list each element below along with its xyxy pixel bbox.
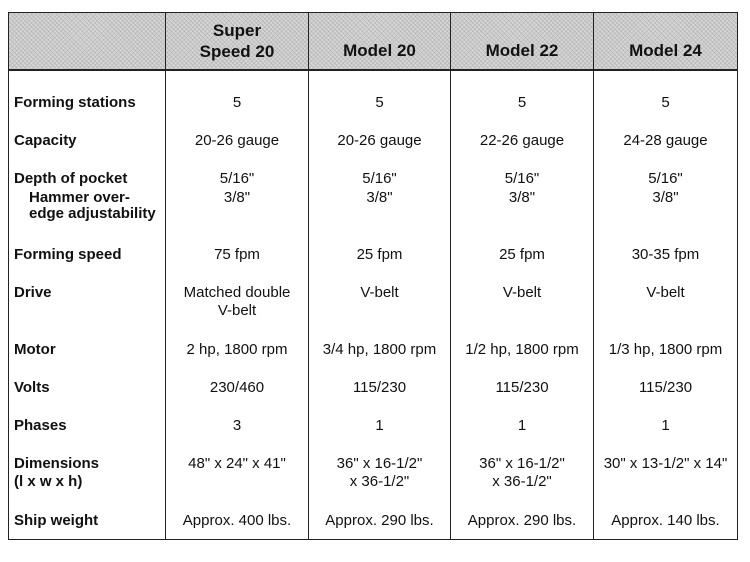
table-cell: 230/460 bbox=[209, 379, 265, 396]
row-label-forming-speed: Forming speed bbox=[14, 246, 122, 263]
table-cell: 20-26 gauge bbox=[194, 132, 280, 149]
row-label-phases: Phases bbox=[14, 417, 67, 434]
table-cell: Approx. 140 lbs. bbox=[611, 512, 720, 529]
table-cell: 5 bbox=[232, 94, 242, 111]
row-label-dimensions-unit: (l x w x h) bbox=[14, 473, 83, 490]
table-cell: 3 bbox=[232, 417, 242, 434]
table-cell: 48" x 24" x 41" bbox=[188, 455, 286, 472]
row-label-capacity: Capacity bbox=[14, 132, 77, 149]
table-cell: 3/8" bbox=[508, 189, 536, 206]
table-cell: 3/8" bbox=[223, 189, 251, 206]
row-label-dimensions: Dimensions bbox=[14, 455, 100, 472]
table-cell: V-belt bbox=[502, 284, 542, 301]
spec-table bbox=[8, 12, 738, 540]
table-cell: 30" x 13-1/2" x 14" bbox=[603, 455, 728, 472]
table-cell: 5 bbox=[517, 94, 527, 111]
table-cell: 25 fpm bbox=[499, 246, 545, 263]
column-header-line: Super bbox=[212, 21, 262, 40]
table-cell bbox=[166, 284, 308, 320]
column-header-model-24 bbox=[594, 13, 737, 69]
table-cell: Approx. 290 lbs. bbox=[325, 512, 434, 529]
table-cell bbox=[309, 455, 450, 491]
table-cell bbox=[451, 455, 593, 491]
row-label-motor: Motor bbox=[14, 341, 56, 358]
cell-line: 36" x 16-1/2" bbox=[336, 455, 423, 472]
table-cell: 5 bbox=[661, 94, 670, 111]
cell-line: Matched double bbox=[183, 284, 291, 301]
table-cell: 1/3 hp, 1800 rpm bbox=[608, 341, 723, 358]
table-cell: V-belt bbox=[646, 284, 685, 301]
table-cell: 25 fpm bbox=[356, 246, 403, 263]
table-cell: 30-35 fpm bbox=[631, 246, 700, 263]
table-cell: 1 bbox=[375, 417, 384, 434]
table-cell: 3/8" bbox=[366, 189, 393, 206]
table-cell: 2 hp, 1800 rpm bbox=[186, 341, 288, 358]
row-label-volts: Volts bbox=[14, 379, 50, 396]
table-cell: 24-28 gauge bbox=[623, 132, 708, 149]
cell-line: x 36-1/2" bbox=[492, 473, 552, 490]
cell-line: x 36-1/2" bbox=[349, 473, 410, 490]
table-cell: 115/230 bbox=[352, 379, 407, 396]
cell-line: V-belt bbox=[217, 302, 257, 319]
column-header-line: Model 24 bbox=[629, 40, 702, 60]
row-label-ship-weight: Ship weight bbox=[14, 512, 99, 529]
table-cell: 115/230 bbox=[638, 379, 693, 396]
table-cell: 115/230 bbox=[495, 379, 549, 396]
table-cell: 1/2 hp, 1800 rpm bbox=[465, 341, 579, 358]
column-header-model-22 bbox=[451, 13, 593, 69]
column-header-line: Model 22 bbox=[485, 40, 559, 60]
table-cell: 22-26 gauge bbox=[479, 132, 565, 149]
table-cell: 5/16" bbox=[362, 170, 397, 187]
table-cell: Approx. 400 lbs. bbox=[182, 512, 292, 529]
column-header-super-speed-20 bbox=[166, 13, 308, 69]
row-label-hammer-line2: edge adjustability bbox=[29, 205, 156, 222]
column-header-line: Model 20 bbox=[343, 40, 416, 60]
table-cell: V-belt bbox=[360, 284, 399, 301]
table-cell: 5/16" bbox=[504, 170, 540, 187]
table-cell: 3/4 hp, 1800 rpm bbox=[322, 341, 437, 358]
table-cell: 1 bbox=[661, 417, 670, 434]
column-header-model-20 bbox=[309, 13, 450, 69]
table-cell: 1 bbox=[517, 417, 527, 434]
column-header-line: Speed 20 bbox=[199, 42, 275, 61]
table-cell: 20-26 gauge bbox=[337, 132, 422, 149]
table-cell: 3/8" bbox=[652, 189, 679, 206]
table-cell: Approx. 290 lbs. bbox=[467, 512, 577, 529]
table-cell: 5/16" bbox=[219, 170, 255, 187]
row-label-depth-of-pocket: Depth of pocket bbox=[14, 170, 128, 187]
row-label-drive: Drive bbox=[14, 284, 52, 301]
table-cell: 5 bbox=[375, 94, 384, 111]
row-label-forming-stations: Forming stations bbox=[14, 94, 136, 111]
table-cell: 75 fpm bbox=[214, 246, 260, 263]
row-label-hammer-line1: Hammer over- bbox=[29, 189, 130, 206]
cell-line: 36" x 16-1/2" bbox=[479, 455, 565, 472]
table-cell: 5/16" bbox=[648, 170, 683, 187]
